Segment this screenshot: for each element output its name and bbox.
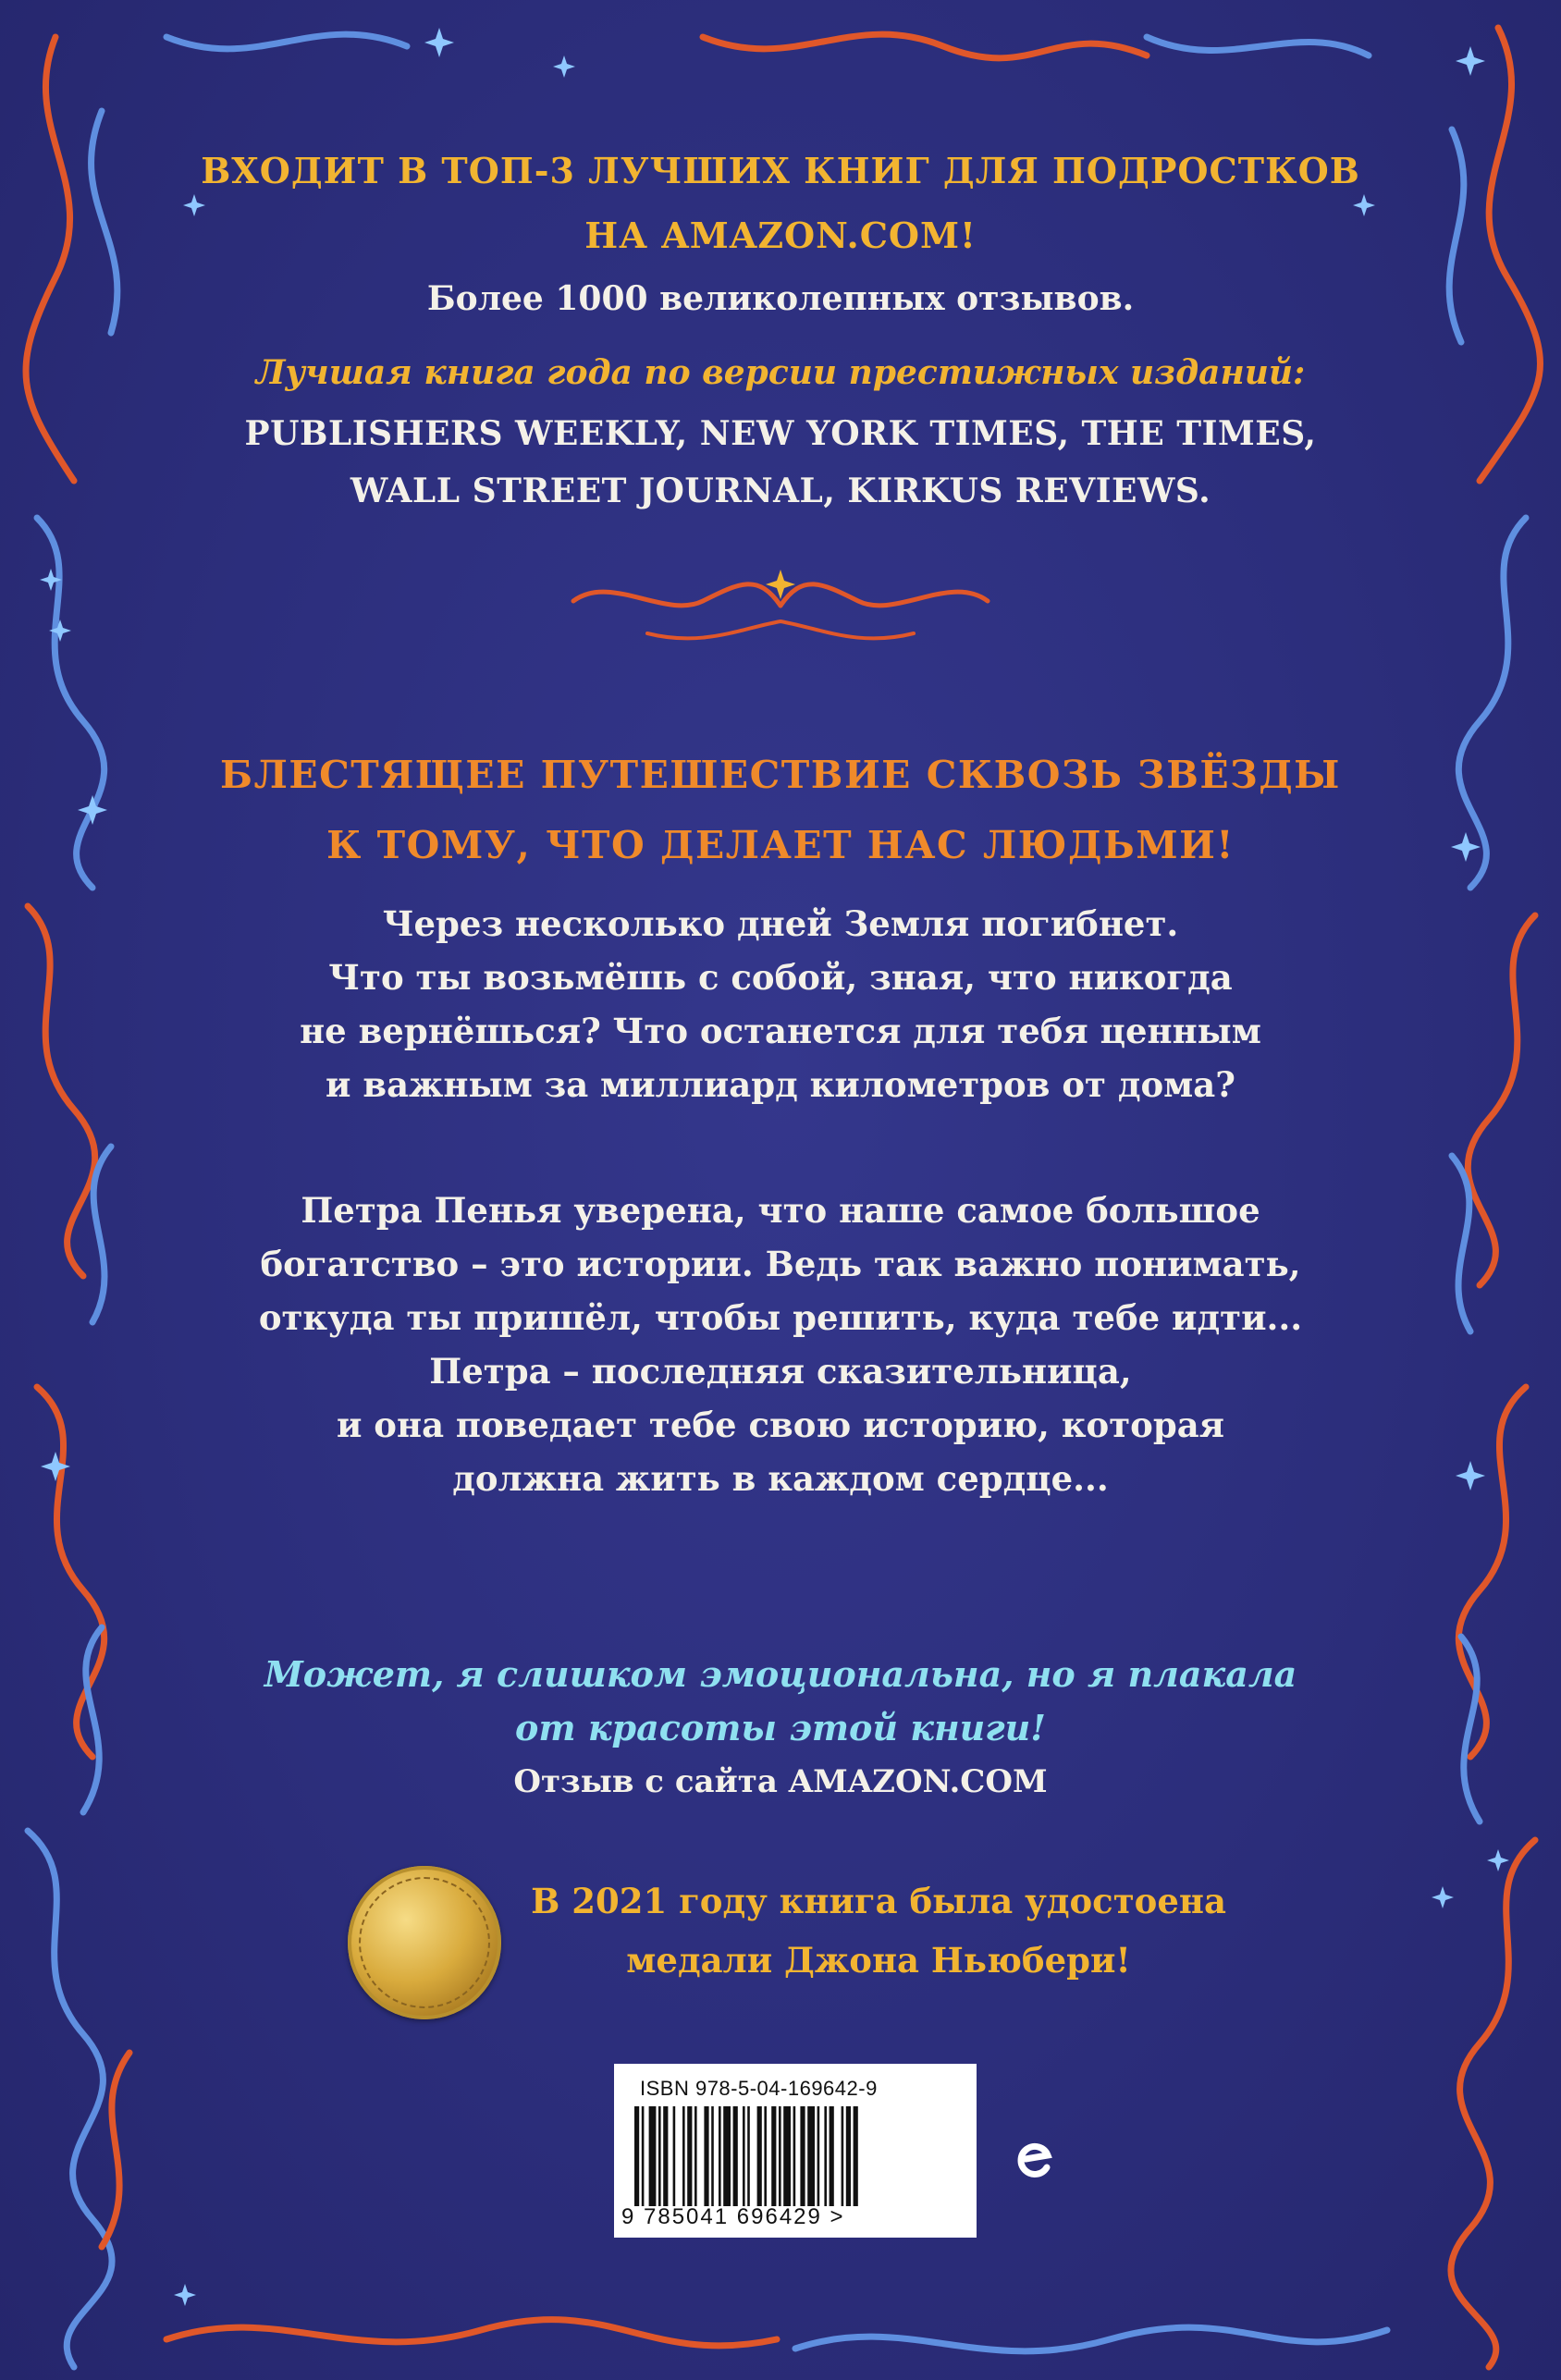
barcode-bar — [743, 2106, 745, 2206]
paragraph-line: Через несколько дней Земля погибнет. — [382, 903, 1179, 944]
barcode-bar — [723, 2106, 731, 2206]
barcode-bar — [719, 2106, 721, 2206]
quote-line2: от красоты этой книги! — [515, 1707, 1046, 1748]
paragraph-line: откуда ты пришёл, чтобы решить, куда тебе идти... — [258, 1297, 1303, 1338]
barcode-bar — [783, 2106, 791, 2206]
quote-line1: Может, я слишком эмоциональна, но я плакала — [264, 1653, 1297, 1695]
review-quote — [0, 1648, 1561, 1809]
barcode-bar — [830, 2106, 834, 2206]
main-headline — [0, 740, 1561, 880]
description-paragraph-1 — [0, 897, 1561, 1111]
publications-line1: PUBLISHERS WEEKLY, NEW YORK TIMES, THE TIMES, — [244, 414, 1317, 453]
barcode-bar — [682, 2106, 685, 2206]
barcode-bar — [634, 2106, 639, 2206]
top-accolades — [0, 139, 1561, 520]
publications-line2: WALL STREET JOURNAL, KIRKUS REVIEWS. — [350, 472, 1211, 510]
paragraph-line: Петра Пенья уверена, что наше самое большое — [301, 1190, 1260, 1231]
barcode-bars — [634, 2106, 958, 2206]
quote-source: Отзыв с сайта AMAZON.COM — [513, 1763, 1048, 1800]
barcode-bar — [704, 2106, 708, 2206]
barcode-bar — [733, 2106, 738, 2206]
barcode-bar — [824, 2106, 827, 2206]
barcode-bar — [642, 2106, 645, 2206]
eksmo-logo-icon — [1014, 2140, 1056, 2182]
barcode-bar — [747, 2106, 750, 2206]
barcode-bar — [649, 2106, 657, 2206]
top-headline-line1: ВХОДИТ В ТОП-3 ЛУЧШИХ КНИГ ДЛЯ ПОДРОСТКОВ — [201, 150, 1360, 191]
isbn-label: ISBN 978-5-04-169642-9 — [640, 2077, 878, 2100]
paragraph-line: не вернёшься? Что останется для тебя ценным — [300, 1011, 1261, 1051]
barcode-bar — [673, 2106, 676, 2206]
paragraph-line: Петра – последняя сказительница, — [429, 1351, 1132, 1392]
barcode-bar — [846, 2106, 851, 2206]
barcode-bar — [687, 2106, 692, 2206]
barcode-bar — [817, 2106, 820, 2206]
barcode-bar — [663, 2106, 668, 2206]
barcode-bar — [779, 2106, 781, 2206]
barcode-bar — [694, 2106, 697, 2206]
barcode-bar — [793, 2106, 796, 2206]
medal-icon — [348, 1866, 501, 2019]
barcode-bar — [757, 2106, 762, 2206]
best-book-label: Лучшая книга года по версии престижных изданий: — [255, 353, 1306, 392]
paragraph-line: и важным за миллиард километров от дома? — [326, 1064, 1235, 1105]
headline-line2: К ТОМУ, ЧТО ДЕЛАЕТ НАС ЛЮДЬМИ! — [326, 823, 1235, 867]
medal-caption — [527, 1871, 1230, 1990]
medal-line2: медали Джона Ньюбери! — [626, 1940, 1131, 1981]
description-paragraph-2 — [0, 1184, 1561, 1505]
barcode-bar — [807, 2106, 815, 2206]
reviews-count: Более 1000 великолепных отзывов. — [426, 279, 1135, 318]
barcode-bar — [771, 2106, 776, 2206]
medal-line1: В 2021 году книга была удостоена — [531, 1881, 1226, 1921]
barcode-bar — [854, 2106, 858, 2206]
barcode-bar — [842, 2106, 844, 2206]
paragraph-line: Что ты возьмёшь с собой, зная, что никогда — [328, 957, 1233, 998]
paragraph-line: и она поведает тебе свою историю, которая — [336, 1405, 1224, 1445]
barcode-bar — [764, 2106, 767, 2206]
headline-line1: БЛЕСТЯЩЕЕ ПУТЕШЕСТВИЕ СКВОЗЬ ЗВЁЗДЫ — [220, 753, 1341, 797]
barcode-bar — [711, 2106, 714, 2206]
top-headline-line2: НА AMAZON.COM! — [584, 215, 977, 256]
barcode-bar — [800, 2106, 805, 2206]
barcode — [614, 2064, 977, 2238]
barcode-number: 9 785041 696429 > — [621, 2204, 845, 2229]
paragraph-line: богатство – это истории. Ведь так важно понимать, — [260, 1244, 1301, 1284]
barcode-bar — [658, 2106, 661, 2206]
paragraph-line: должна жить в каждом сердце... — [452, 1458, 1109, 1499]
